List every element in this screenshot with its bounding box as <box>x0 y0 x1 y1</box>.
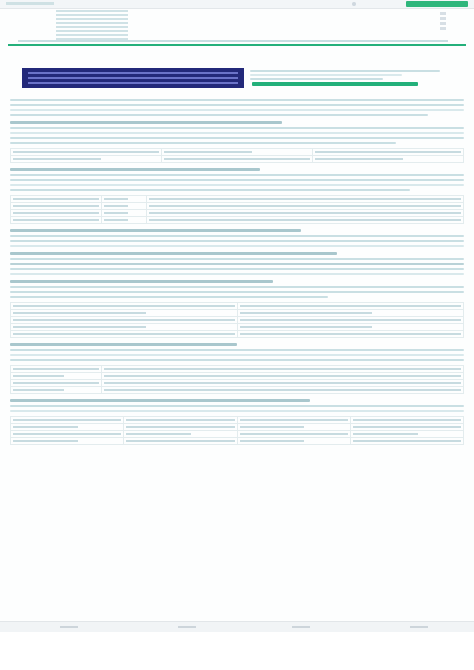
bottom-toolbar <box>0 621 474 632</box>
article-body <box>10 96 464 670</box>
table <box>10 365 464 394</box>
nav-icon[interactable] <box>410 626 428 628</box>
side-icons <box>440 10 446 32</box>
dropdown-menu[interactable] <box>56 8 128 42</box>
menu-icon[interactable] <box>440 22 446 25</box>
table <box>10 148 464 163</box>
nav-icon[interactable] <box>352 2 356 6</box>
menu-icon[interactable] <box>440 27 446 30</box>
nav-icon[interactable] <box>178 626 196 628</box>
header-divider <box>8 44 466 46</box>
menu-icon[interactable] <box>440 12 446 15</box>
ad-banner[interactable] <box>22 68 244 88</box>
ad-button[interactable] <box>252 82 418 86</box>
nav-icon[interactable] <box>292 626 310 628</box>
table <box>10 302 464 338</box>
nav-icon[interactable] <box>60 626 78 628</box>
section-heading <box>10 121 282 124</box>
menu-icon[interactable] <box>440 17 446 20</box>
table <box>10 416 464 445</box>
logo-icon[interactable] <box>6 2 54 5</box>
ad-caption <box>250 68 440 82</box>
page-title <box>18 40 448 42</box>
cta-button[interactable] <box>406 1 468 7</box>
table <box>10 195 464 224</box>
